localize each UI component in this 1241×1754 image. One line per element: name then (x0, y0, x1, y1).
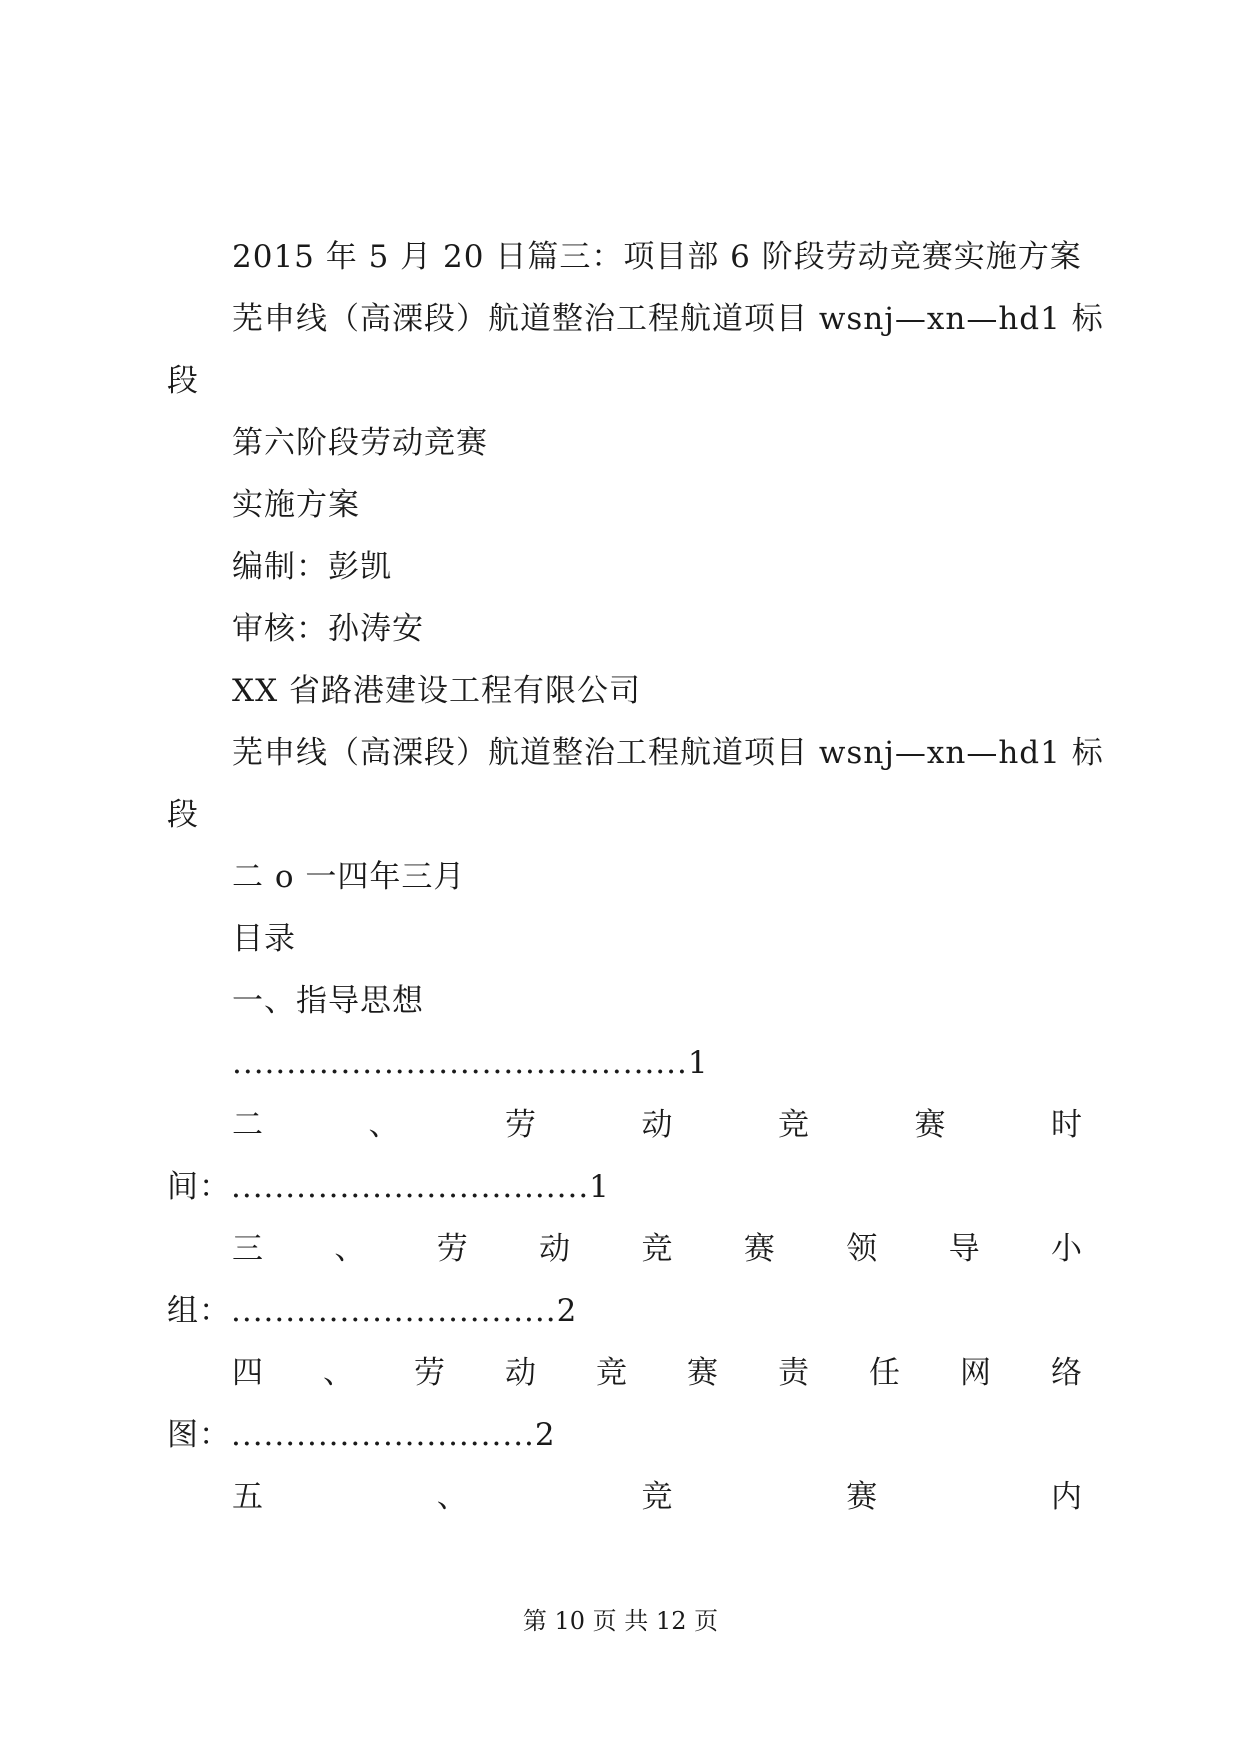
text-line: XX 省路港建设工程有限公司 (232, 673, 641, 709)
page-footer: 第 10 页 共 12 页 (522, 1607, 719, 1635)
toc-char: 竞 (778, 1107, 809, 1143)
text-line: 二 o 一四年三月 (232, 859, 466, 895)
toc-char: 动 (505, 1355, 536, 1391)
text-line: 审核：孙涛安 (232, 611, 424, 647)
toc-char: 责 (778, 1355, 809, 1391)
toc-char: 竞 (596, 1355, 627, 1391)
toc-char: 赛 (846, 1479, 878, 1515)
toc-char: 赛 (743, 1231, 775, 1267)
toc-char: 小 (1051, 1231, 1082, 1267)
text-line: 实施方案 (232, 487, 360, 523)
toc-char: 劳 (414, 1355, 445, 1391)
toc-char: 络 (1051, 1355, 1082, 1391)
toc-char: 动 (641, 1107, 673, 1143)
text-line: 编制：彭凯 (232, 549, 392, 585)
toc-entry-spread (232, 1229, 1082, 1269)
toc-char: 二 (232, 1107, 263, 1143)
toc-char: 竞 (641, 1231, 673, 1267)
toc-char: 内 (1051, 1479, 1082, 1515)
toc-char: 赛 (914, 1107, 946, 1143)
toc-entry-continuation: 组：..............................2 (167, 1293, 578, 1329)
toc-char: 、 (436, 1479, 468, 1515)
toc-entry-spread (232, 1477, 1082, 1517)
text-line: 段 (167, 363, 199, 399)
toc-entry-continuation: 间：.................................1 (167, 1169, 610, 1205)
toc-char: 四 (232, 1355, 263, 1391)
toc-char: 任 (869, 1355, 900, 1391)
toc-char: 网 (960, 1355, 991, 1391)
toc-char: 时 (1051, 1107, 1082, 1143)
text-line: 2015 年 5 月 20 日篇三：项目部 6 阶段劳动竞赛实施方案 (232, 239, 1082, 275)
text-line: 芜申线（高溧段）航道整治工程航道项目 wsnj—xn—hd1 标 (232, 735, 1104, 771)
toc-char: 三 (232, 1231, 263, 1267)
toc-heading: 目录 (232, 921, 296, 957)
text-line: 芜申线（高溧段）航道整治工程航道项目 wsnj—xn—hd1 标 (232, 301, 1104, 337)
toc-entry-spread (232, 1105, 1082, 1145)
text-line: 段 (167, 797, 199, 833)
toc-char: 赛 (687, 1355, 718, 1391)
toc-char: 五 (232, 1479, 263, 1515)
toc-entry-continuation: 图：............................2 (167, 1417, 556, 1453)
toc-char: 动 (539, 1231, 571, 1267)
toc-char: 劳 (505, 1107, 536, 1143)
toc-char: 、 (323, 1355, 354, 1391)
toc-char: 劳 (436, 1231, 468, 1267)
toc-leader: ..........................................1 (232, 1045, 709, 1081)
toc-char: 、 (368, 1107, 400, 1143)
toc-entry-spread (232, 1353, 1082, 1393)
toc-entry-title: 一、指导思想 (232, 983, 424, 1019)
text-line: 第六阶段劳动竞赛 (232, 425, 488, 461)
toc-char: 、 (334, 1231, 366, 1267)
toc-char: 竞 (641, 1479, 673, 1515)
toc-char: 导 (948, 1231, 980, 1267)
toc-char: 领 (846, 1231, 878, 1267)
